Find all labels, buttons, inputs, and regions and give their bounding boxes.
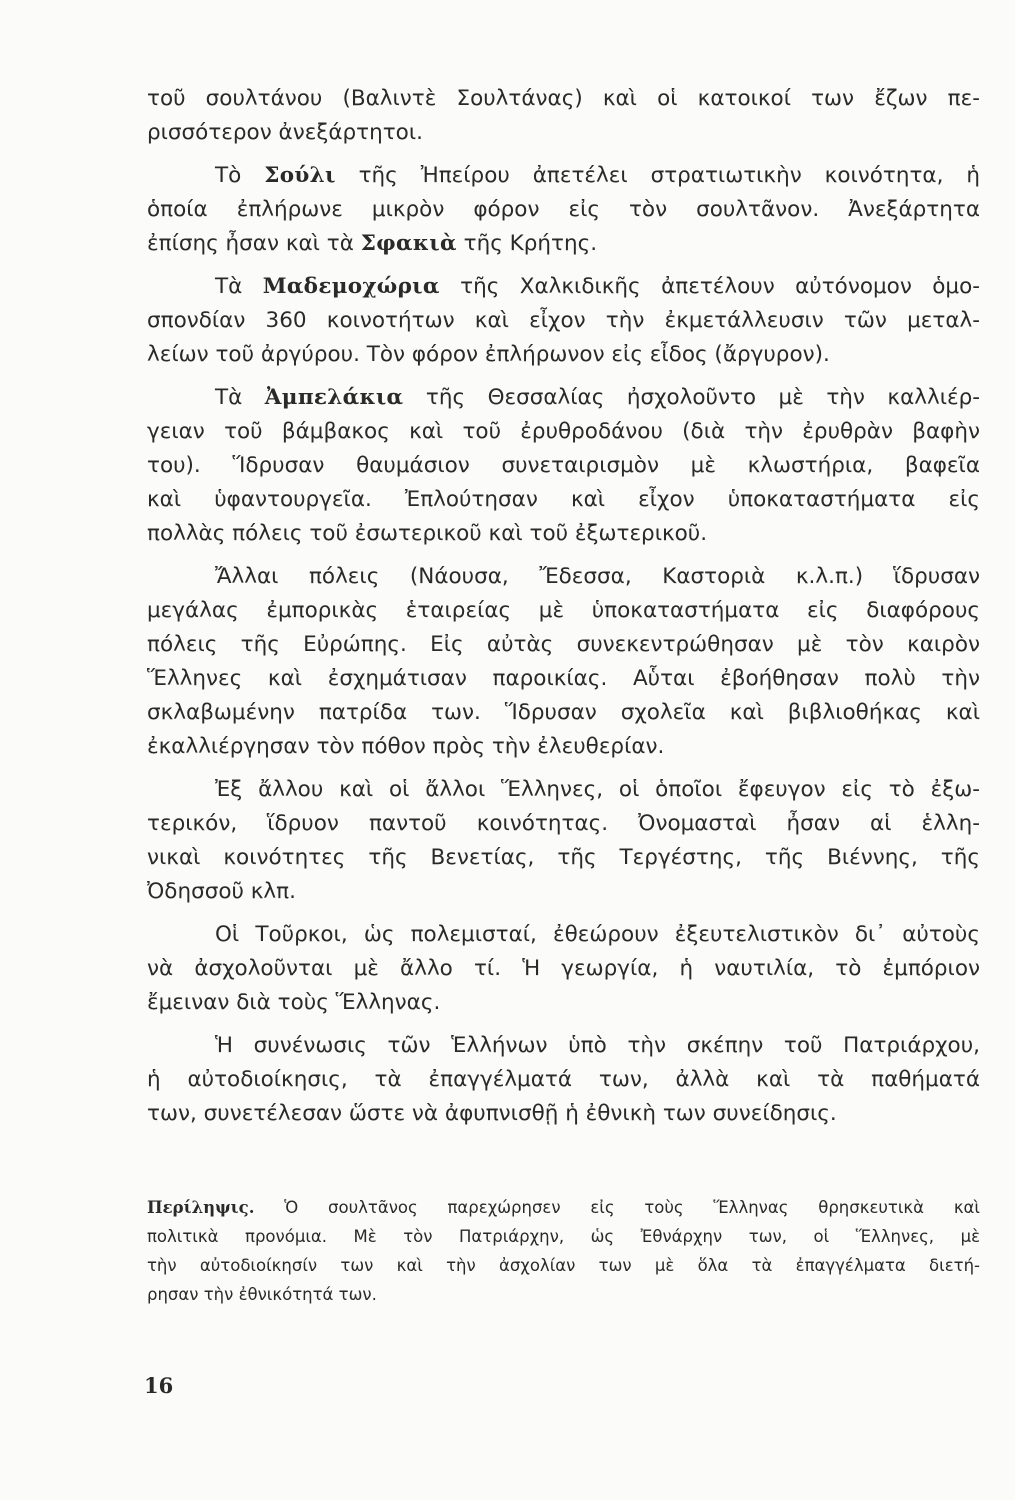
text-line: Ἄλλαι πόλεις (Νάουσα, Ἔδεσσα, Καστοριὰ κ.λ.π.) ἵδρυσαν bbox=[215, 564, 980, 589]
text-line: νὰ ἀσχολοῦνται μὲ ἄλλο τί. Ἡ γεωργία, ἡ ναυτιλία, τὸ ἐμπόριον bbox=[147, 956, 980, 981]
summary-block bbox=[147, 1193, 980, 1309]
text-line: ρισσότερον ἀνεξάρτητοι. bbox=[147, 120, 423, 145]
bold-keyword: Σούλι bbox=[264, 163, 336, 188]
paragraph bbox=[147, 1029, 980, 1131]
text-line: τερικόν, ἵδρυον παντοῦ κοινότητας. Ὀνομασταὶ ἦσαν αἱ ἑλλη- bbox=[147, 811, 980, 836]
text-line: καὶ ὑφαντουργεῖα. Ἐπλούτησαν καὶ εἶχον ὑποκαταστήματα εἰς bbox=[147, 487, 980, 512]
text-line: ὁποία ἐπλήρωνε μικρὸν φόρον εἰς τὸν σουλτᾶνον. Ἀνεξάρτητα bbox=[147, 197, 980, 222]
text-line: του). Ἵδρυσαν θαυμάσιον συνεταιρισμὸν μὲ κλωστήρια, βαφεῖα bbox=[147, 453, 980, 478]
text-line: Ἡ συνένωσις τῶν Ἑλλήνων ὑπὸ τὴν σκέπην τοῦ Πατριάρχου, bbox=[215, 1033, 980, 1058]
text-line: Τὰ Ἀμπελάκια τῆς Θεσσαλίας ἠσχολοῦντο μὲ τὴν καλλιέρ- bbox=[215, 385, 980, 410]
paragraph bbox=[147, 159, 980, 261]
text-line: ἡ αὐτοδιοίκησις, τὰ ἐπαγγέλματά των, ἀλλὰ καὶ τὰ παθήματά bbox=[147, 1067, 980, 1092]
bold-keyword: Σφακιὰ bbox=[360, 231, 457, 256]
text-line: λείων τοῦ ἀργύρου. Τὸν φόρον ἐπλήρωνον εἰς εἶδος (ἄργυρον). bbox=[147, 342, 830, 367]
summary-line-4: ρησαν τὴν ἐθνικότητά των. bbox=[147, 1285, 377, 1304]
page-number: 16 bbox=[144, 1373, 174, 1398]
text-line: Ἕλληνες καὶ ἐσχημάτισαν παροικίας. Αὗται ἐβοήθησαν πολὺ τὴν bbox=[147, 666, 980, 691]
text-line: τοῦ σουλτάνου (Βαλιντὲ Σουλτάνας) καὶ οἱ κατοικοί των ἔζων πε- bbox=[147, 86, 980, 111]
paragraph bbox=[147, 82, 980, 150]
text-line: των, συνετέλεσαν ὥστε νὰ ἀφυπνισθῇ ἡ ἐθνικὴ των συνείδησις. bbox=[147, 1101, 837, 1126]
summary-heading: Περίληψις. bbox=[147, 1198, 255, 1217]
text-line: Οἱ Τοῦρκοι, ὡς πολεμισταί, ἐθεώρουν ἐξευτελιστικὸν δι᾽ αὐτοὺς bbox=[215, 922, 980, 947]
summary-text: Ὁ σουλτᾶνος παρεχώρησεν εἰς τοὺς Ἕλληνας θρησκευτικὰ καὶ bbox=[284, 1198, 980, 1217]
text-line: ἐπίσης ἦσαν καὶ τὰ Σφακιὰ τῆς Κρήτης. bbox=[147, 231, 598, 256]
bold-keyword: Μαδεμοχώρια bbox=[262, 274, 440, 299]
summary-line-3: τὴν αὐτοδιοίκησίν των καὶ τὴν ἀσχολίαν των μὲ ὅλα τὰ ἐπαγγέλματα διετή- bbox=[147, 1256, 980, 1275]
text-line: ἔμειναν διὰ τοὺς Ἕλληνας. bbox=[147, 990, 441, 1015]
paragraph bbox=[147, 773, 980, 909]
paragraph bbox=[147, 270, 980, 372]
paragraph bbox=[147, 560, 980, 764]
text-line: Τὸ Σούλι τῆς Ἠπείρου ἀπετέλει στρατιωτικὴν κοινότητα, ἡ bbox=[215, 163, 980, 188]
summary-line-1 bbox=[147, 1193, 980, 1222]
text-line: γειαν τοῦ βάμβακος καὶ τοῦ ἐρυθροδάνου (διὰ τὴν ἐρυθρὰν βαφὴν bbox=[147, 419, 980, 444]
text-line: Ὀδησσοῦ κλπ. bbox=[147, 879, 296, 904]
paragraph bbox=[147, 381, 980, 551]
paragraph bbox=[147, 918, 980, 1020]
text-line: μεγάλας ἐμπορικὰς ἑταιρείας μὲ ὑποκαταστήματα εἰς διαφόρους bbox=[147, 598, 980, 623]
body-text bbox=[147, 82, 980, 1140]
text-line: πόλεις τῆς Εὐρώπης. Εἰς αὐτὰς συνεκεντρώθησαν μὲ τὸν καιρὸν bbox=[147, 632, 980, 657]
text-line: Τὰ Μαδεμοχώρια τῆς Χαλκιδικῆς ἀπετέλουν αὐτόνομον ὁμο- bbox=[215, 274, 981, 299]
text-line: Ἐξ ἄλλου καὶ οἱ ἄλλοι Ἕλληνες, οἱ ὁποῖοι ἔφευγον εἰς τὸ ἐξω- bbox=[215, 777, 980, 802]
bold-keyword: Ἀμπελάκια bbox=[264, 385, 404, 410]
summary-line-2: πολιτικὰ προνόμια. Μὲ τὸν Πατριάρχην, ὡς Ἐθνάρχην των, οἱ Ἕλληνες, μὲ bbox=[147, 1227, 980, 1246]
text-line: νικαὶ κοινότητες τῆς Βενετίας, τῆς Τεργέστης, τῆς Βιέννης, τῆς bbox=[147, 845, 980, 870]
text-line: ἐκαλλιέργησαν τὸν πόθον πρὸς τὴν ἐλευθερίαν. bbox=[147, 734, 665, 759]
text-line: πολλὰς πόλεις τοῦ ἐσωτερικοῦ καὶ τοῦ ἐξωτερικοῦ. bbox=[147, 521, 708, 546]
text-line: σπονδίαν 360 κοινοτήτων καὶ εἶχον τὴν ἐκμετάλλευσιν τῶν μεταλ- bbox=[147, 308, 980, 333]
text-line: σκλαβωμένην πατρίδα των. Ἵδρυσαν σχολεῖα καὶ βιβλιοθήκας καὶ bbox=[147, 700, 980, 725]
